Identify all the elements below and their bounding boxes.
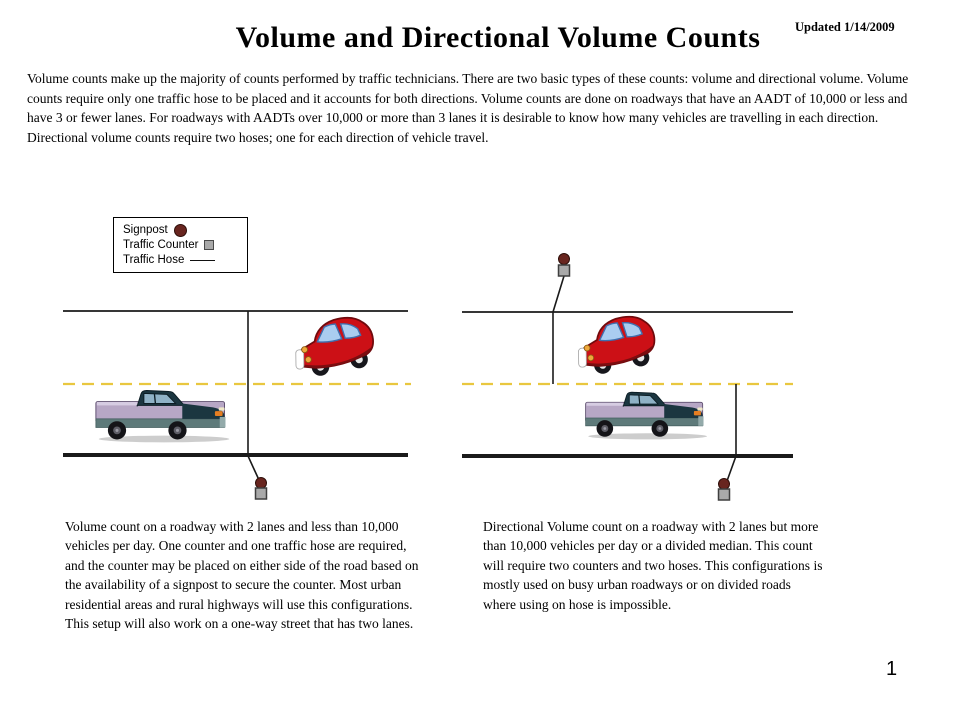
signpost-marker	[256, 478, 267, 489]
volume-count-diagram	[63, 311, 411, 499]
signpost-marker-north	[559, 254, 570, 265]
page-title: Volume and Directional Volume Counts	[235, 21, 761, 54]
volume-count-caption: Volume count on a roadway with 2 lanes and less than 10,000 vehicles per day. One counter and one traffic hose are required, and the counter may be placed on either side of the road based on the availability of a signpost to secure the counter. Most urban residential areas and rural highways will use this configurations. This setup will also work on a one-way street that has two lanes.	[65, 519, 419, 632]
page-number: 1	[886, 658, 898, 680]
traffic-counter-marker-north	[559, 265, 570, 276]
legend-label-signpost: Signpost	[123, 224, 168, 236]
pickup-truck	[586, 392, 707, 439]
traffic-counter-marker-south	[719, 489, 730, 500]
traffic-hose-line-south	[727, 384, 736, 481]
red-car	[571, 312, 659, 378]
legend-label-traffic-counter: Traffic Counter	[123, 239, 199, 251]
directional-volume-count-caption: Directional Volume count on a roadway with 2 lanes but more than 10,000 vehicles per day or a divided median. This count will require two counters and two hoses. This configurations is mostly used on busy urban roadways or on divided roads where using on hose is impossible.	[483, 519, 823, 612]
updated-stamp: Updated 1/14/2009	[795, 20, 895, 34]
traffic-counter-marker	[256, 488, 267, 499]
directional-volume-count-diagram	[462, 254, 793, 501]
signpost-marker-south	[719, 479, 730, 490]
red-car	[288, 313, 378, 380]
intro-paragraph: Volume counts make up the majority of counts performed by traffic technicians. There are two basic types of these counts: volume and directional volume. Volume counts require only one traffic hose to be placed and it accounts for both directions. Volume counts are done on roadways that have an AADT of 10,000 or less and have 3 or fewer lanes. For roadways with AADTs over 10,000 or more than 3 lanes it is desirable to know how many vehicles are travelling in each direction. Directional volume counts require two hoses; one for each direction of vehicle travel.	[27, 71, 909, 145]
legend-label-traffic-hose: Traffic Hose	[123, 254, 185, 266]
pickup-truck	[96, 391, 229, 443]
traffic-hose-line-north	[553, 276, 564, 384]
